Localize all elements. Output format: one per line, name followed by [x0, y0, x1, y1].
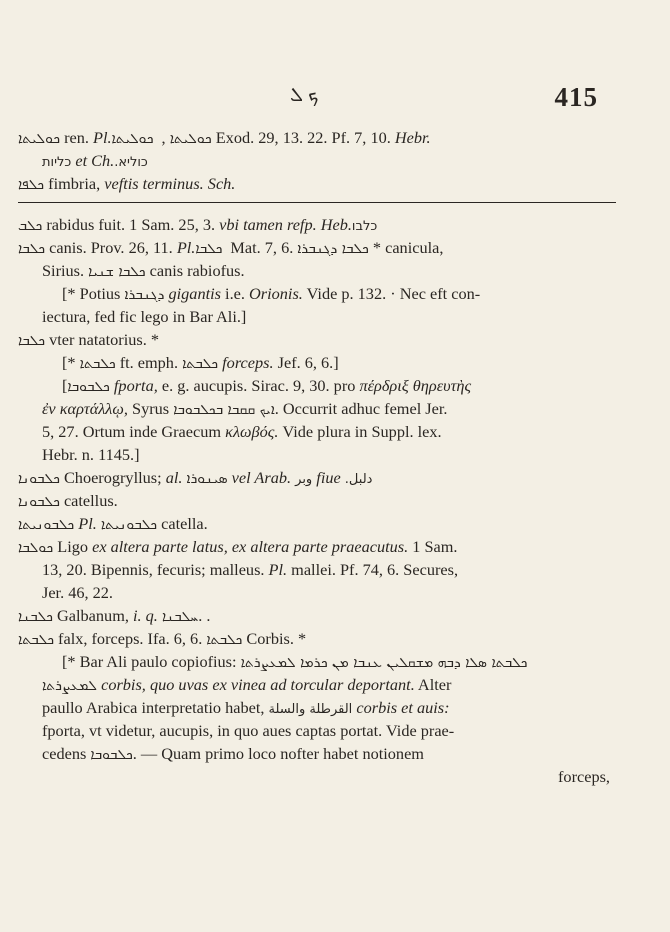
latin-text: Sirius.	[42, 261, 89, 280]
syriac-word: ܟܠܒܐ	[195, 241, 227, 257]
syriac-word: ܟܠܒܐ ܕܓܢܒܪܐ	[297, 241, 369, 257]
syriac-word: ܟܠܒܬܐ ܣܠܐ ܕܒܗ ܡܫܩܠܝܢ ܥܢܒܐ ܡܢ ܟܪܡܐ ܠܡܥܨܪܬܐ	[240, 655, 528, 671]
latin-text: . — Quam primo loco nofter habet notionem	[132, 744, 424, 763]
latin-text: 1 Sam.	[408, 537, 458, 556]
text-line	[18, 719, 616, 742]
text-line	[18, 305, 616, 328]
latin-text: iectura, fed fic lego in Bar Ali.]	[42, 307, 247, 326]
latin-text: [*	[62, 353, 80, 372]
syriac-word: ܠܡܥܨܪܬܐ	[42, 678, 98, 694]
italic-text: i. q.	[133, 606, 158, 625]
syriac-word: ܣܝܢܘܪܐ	[186, 471, 228, 487]
hebrew-word: כוליא.	[114, 155, 152, 170]
text-line	[18, 512, 616, 535]
italic-text: fiue	[316, 468, 341, 487]
text-line	[18, 558, 616, 581]
latin-text: 5, 27. Ortum inde Graecum	[42, 422, 226, 441]
italic-text: ex altera parte latus, ex altera parte praeacutus.	[92, 537, 409, 556]
latin-text: fporta, vt videtur, aucupis, in quo aues captas portat. Vide prae-	[42, 721, 455, 740]
text-line	[18, 604, 616, 627]
italic-text: forceps.	[222, 353, 274, 372]
latin-text: Galbanum,	[52, 606, 133, 625]
text-line	[18, 236, 616, 259]
syriac-word: ܐܝܟ ܩܩܒܐ ܒܟܠܒܘܒܐ	[173, 402, 275, 418]
italic-text: Orionis.	[249, 284, 303, 303]
text-line	[18, 696, 616, 719]
page-number: 415	[554, 82, 598, 112]
latin-text: [* Potius	[62, 284, 125, 303]
italic-text: vel Arab.	[231, 468, 292, 487]
latin-text: Jer. 46, 22.	[42, 583, 113, 602]
text-line	[18, 535, 616, 558]
latin-text: Vide p. 132. · Nec eft con-	[302, 284, 481, 303]
latin-text: catellus.	[59, 491, 118, 510]
latin-text: canis. Prov. 26, 11.	[45, 238, 177, 257]
syriac-word: ܟܠܒܢܐ	[18, 609, 53, 625]
italic-text: gigantis	[168, 284, 221, 303]
syriac-word: ܟܘܠܒܐ	[18, 540, 54, 556]
text-line	[18, 374, 616, 397]
text-line	[18, 627, 616, 650]
latin-text: Vide plura in Suppl. lex.	[278, 422, 442, 441]
syriac-word: ܟܠܒܘܢܐ	[18, 494, 60, 510]
italic-text: πέρδριξ θηρευτὴς	[359, 376, 472, 395]
latin-text: Hebr. n. 1145.]	[42, 445, 140, 464]
latin-text: i.e.	[220, 284, 250, 303]
italic-text: Pl.	[268, 560, 288, 579]
italic-text: κλωβός.	[225, 422, 279, 441]
syriac-word: ܟܘܠܝܬܐ	[111, 131, 158, 147]
latin-text: . .	[198, 606, 211, 625]
dictionary-entries	[18, 126, 616, 788]
latin-text: [* Bar Ali paulo copiofius:	[62, 652, 241, 671]
syriac-word: ܟܠܒܐ ܫܢܝܐ	[88, 264, 146, 280]
running-header-letters: ܟ ܠ	[290, 84, 319, 106]
syriac-word: ܟܠܒܘܒܐ	[67, 379, 110, 395]
arabic-word: دلبل.	[344, 472, 373, 487]
text-line	[18, 466, 616, 489]
section-divider-rule	[18, 202, 616, 203]
text-line	[18, 213, 616, 236]
text-line	[18, 282, 616, 305]
arabic-word: القرطلة والسلة	[268, 702, 353, 717]
italic-text: ἐν καρτάλλῳ,	[42, 399, 128, 418]
text-line	[18, 489, 616, 512]
latin-text: Mat. 7, 6.	[226, 238, 298, 257]
latin-text: . Occurrit adhuc femel Jer.	[274, 399, 448, 418]
syriac-word: ܟܠܒܬܐ	[18, 632, 54, 648]
hebrew-word: כלבו	[351, 219, 382, 234]
text-line	[18, 126, 616, 149]
latin-text: Ligo	[53, 537, 93, 556]
italic-text: al.	[165, 468, 183, 487]
text-line	[18, 172, 616, 195]
syriac-word: ܚܠܒܢܐ	[161, 609, 199, 625]
latin-text: mallei. Pf. 74, 6. Secures,	[287, 560, 459, 579]
latin-text: fimbria,	[44, 174, 105, 193]
syriac-word: ܟܠܒܘܢܐ	[18, 471, 60, 487]
text-line	[18, 765, 616, 788]
text-line	[18, 259, 616, 282]
latin-text: paullo Arabica interpretatio habet,	[42, 698, 269, 717]
syriac-word: ܟܠܒ	[18, 218, 43, 234]
latin-text: ,	[157, 128, 170, 147]
latin-text: [	[62, 376, 68, 395]
text-line	[18, 397, 616, 420]
text-line	[18, 328, 616, 351]
arabic-word: وبر	[295, 472, 313, 487]
syriac-word: ܟܘܠܝܬܐ	[169, 131, 212, 147]
latin-text: rabidus fuit. 1 Sam. 25, 3.	[42, 215, 220, 234]
latin-text: canis rabiofus.	[145, 261, 245, 280]
latin-text: Syrus	[127, 399, 174, 418]
latin-text: Corbis. *	[242, 629, 307, 648]
syriac-word: ܕܓܢܒܪܐ	[124, 287, 165, 303]
text-line	[18, 581, 616, 604]
italic-text: corbis et auis:	[356, 698, 450, 717]
italic-text: Pl.	[78, 514, 97, 533]
syriac-word: ܟܠܒܬܐ	[206, 632, 243, 648]
latin-text: ft. emph.	[115, 353, 183, 372]
hebrew-word: כליות	[42, 155, 72, 170]
text-line	[18, 650, 616, 673]
italic-text: Pl.	[93, 128, 112, 147]
latin-text: forceps,	[558, 767, 610, 786]
latin-text: cedens	[42, 744, 91, 763]
text-line	[18, 420, 616, 443]
text-line	[18, 149, 616, 172]
text-line	[18, 742, 616, 765]
latin-text: Jef. 6, 6.]	[273, 353, 339, 372]
syriac-word: ܟܠܦܐ	[18, 177, 45, 193]
syriac-word: ܟܠܒܘܢܝܬܐ	[100, 517, 158, 533]
latin-text: Alter	[414, 675, 452, 694]
text-line	[18, 443, 616, 466]
syriac-word: ܟܠܒܐ	[18, 241, 46, 257]
text-line	[18, 673, 616, 696]
syriac-word: ܟܠܒܐ	[18, 333, 46, 349]
syriac-word: ܟܠܒܘܒܐ	[90, 747, 133, 763]
italic-text: vbi tamen refp. Heb.	[219, 215, 352, 234]
syriac-word: ܟܠܒܘܢܝܬܐ	[18, 517, 75, 533]
italic-text: et Ch.	[75, 151, 115, 170]
italic-text: veftis terminus. Sch.	[104, 174, 236, 193]
italic-text: corbis, quo uvas ex vinea ad torcular deportant.	[101, 675, 415, 694]
latin-text: Exod. 29, 13. 22. Pf. 7, 10.	[211, 128, 395, 147]
latin-text: catella.	[157, 514, 208, 533]
syriac-word: ܟܠܒܬܐ	[182, 356, 219, 372]
italic-text: fporta,	[113, 376, 158, 395]
latin-text: Choerogryllus;	[59, 468, 166, 487]
latin-text: ren.	[60, 128, 93, 147]
syriac-word: ܟܠܒܬܐ	[79, 356, 116, 372]
latin-text: vter natatorius. *	[45, 330, 159, 349]
italic-text: Pl.	[176, 238, 196, 257]
syriac-word: ܟܘܠܝܬܐ	[18, 131, 60, 147]
latin-text: e. g. aucupis. Sirac. 9, 30. pro	[157, 376, 360, 395]
latin-text: * canicula,	[368, 238, 444, 257]
text-line	[18, 351, 616, 374]
latin-text: 13, 20. Bipennis, fecuris; malleus.	[42, 560, 269, 579]
latin-text: falx, forceps. Ifa. 6, 6.	[53, 629, 207, 648]
italic-text: Hebr.	[394, 128, 431, 147]
